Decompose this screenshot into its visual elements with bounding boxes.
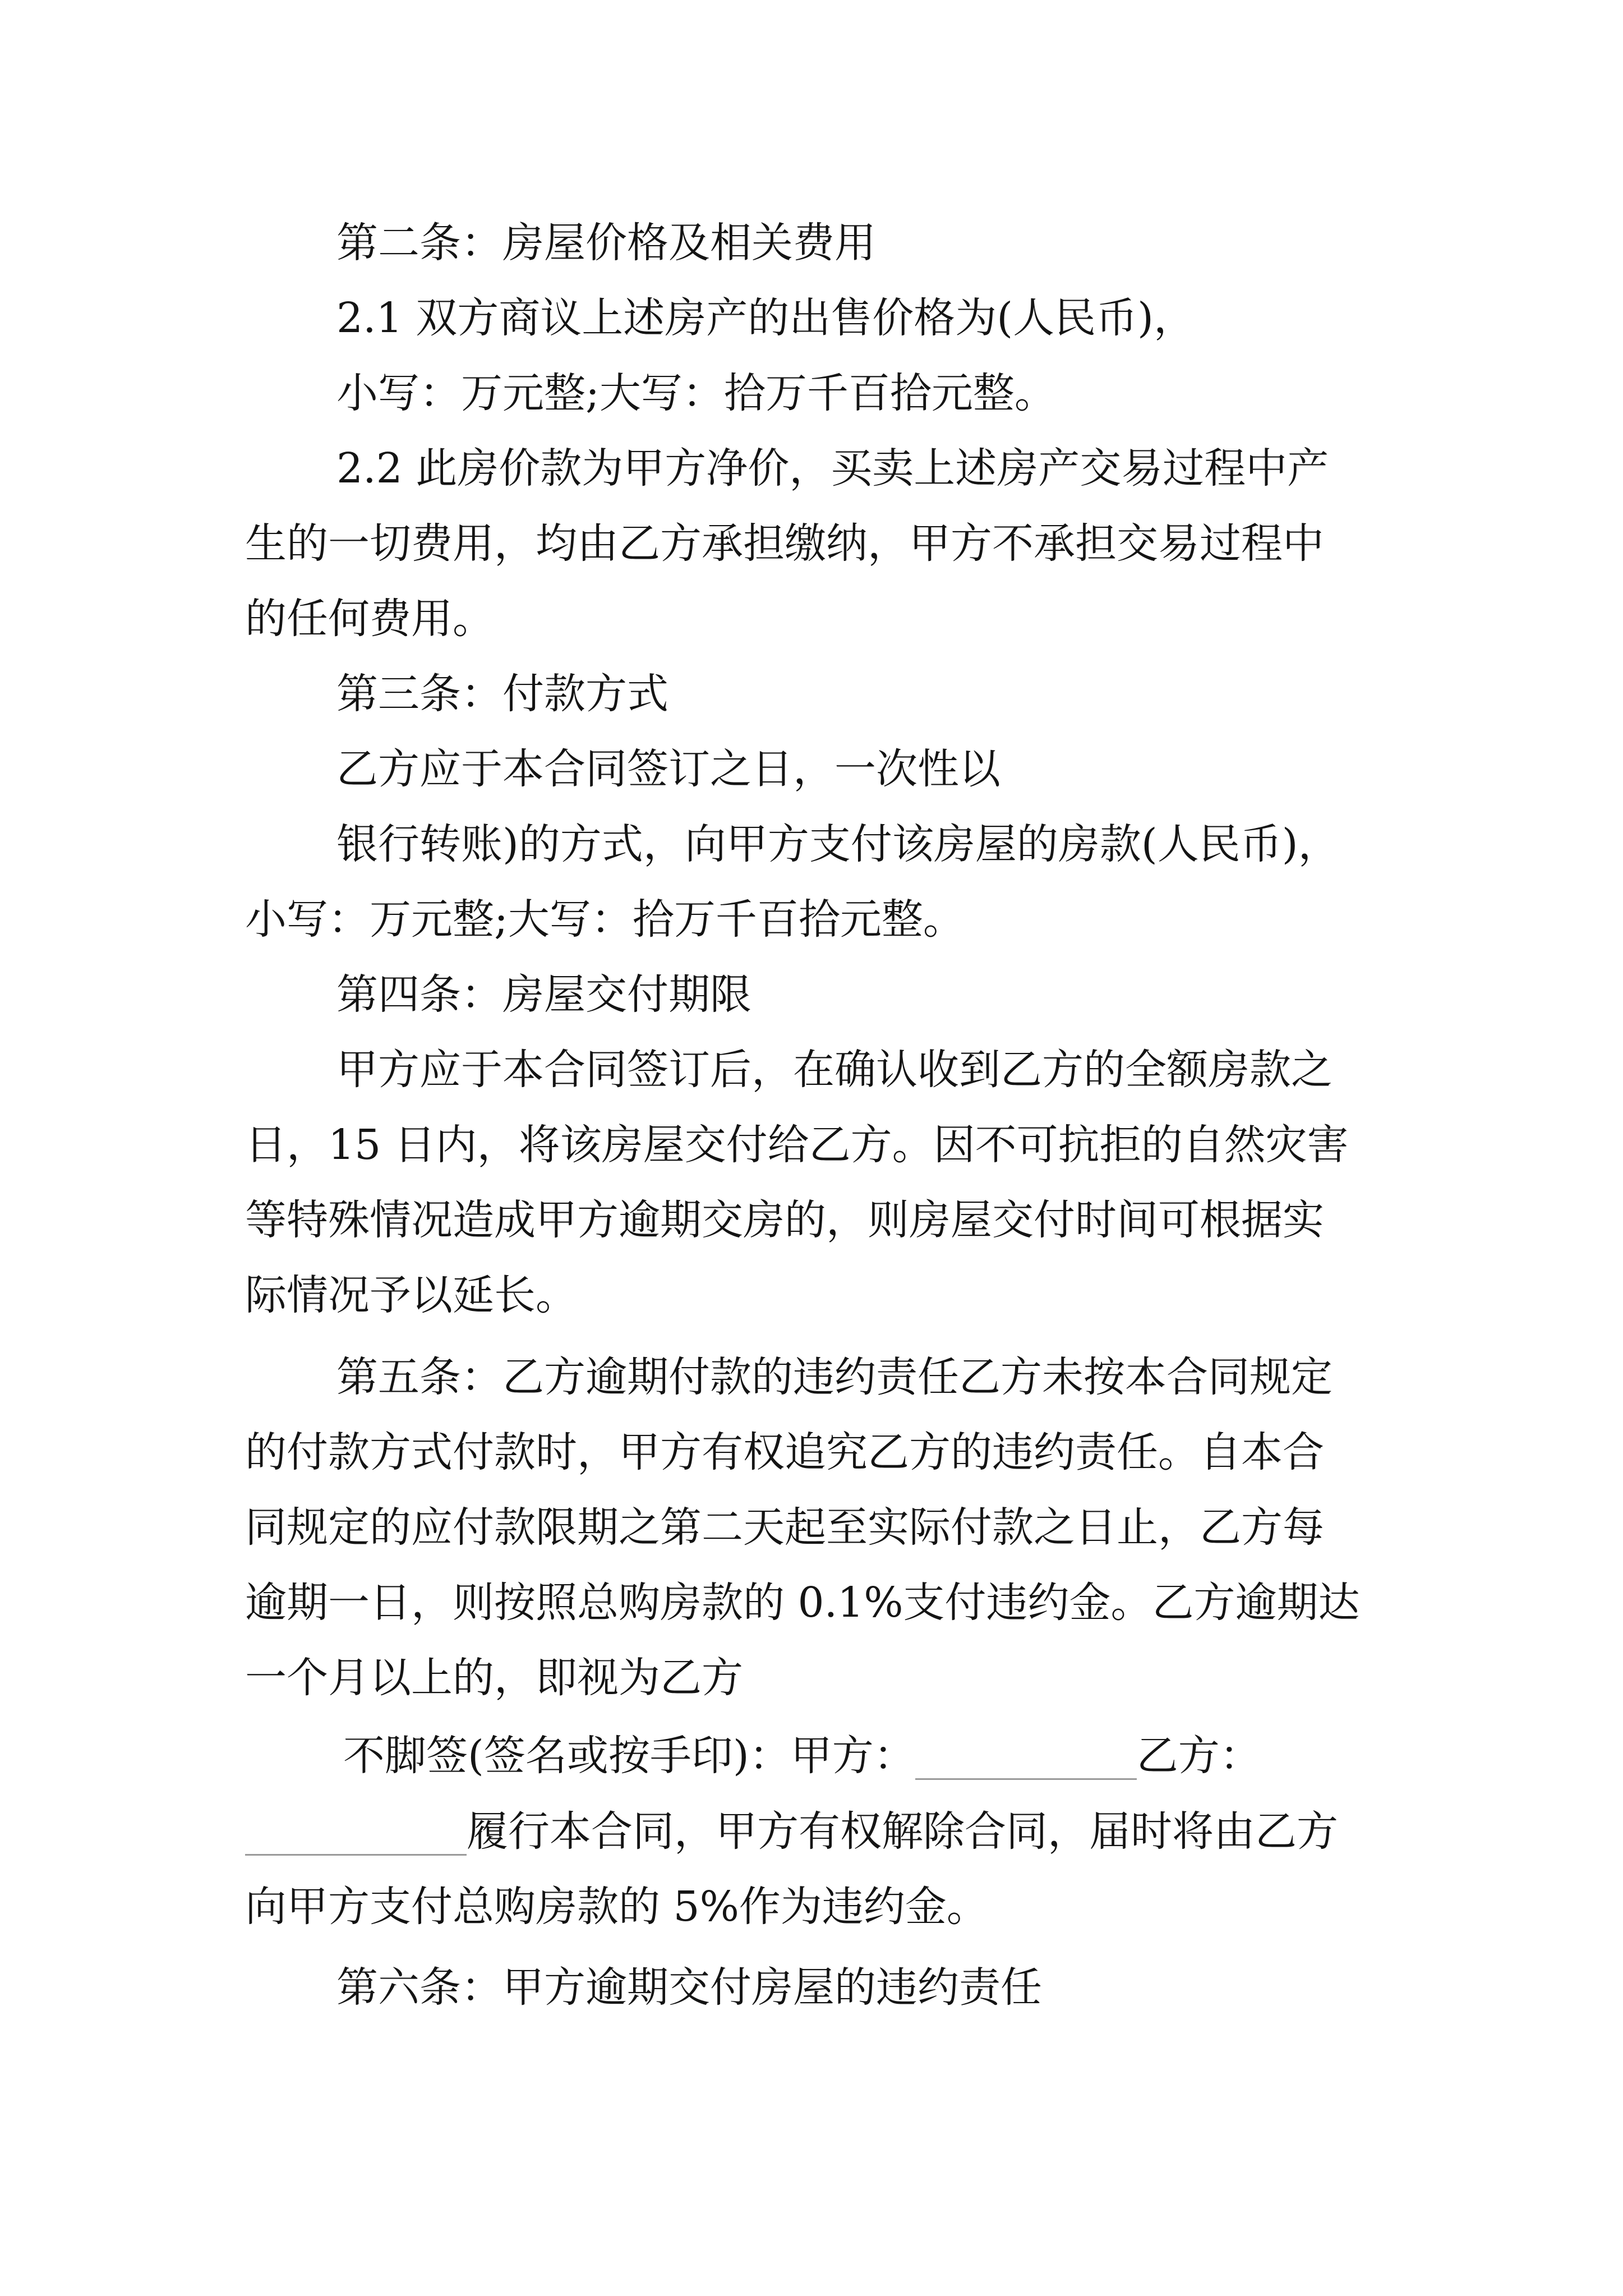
- article-4-text-cont-1: 日，15 日内，将该房屋交付给乙方。因不可抗拒的自然灾害: [245, 1121, 1349, 1169]
- price-amount-line: 小写：万元整;大写：拾万千百拾元整。: [336, 369, 1056, 417]
- article-5-text-2: 同规定的应付款限期之第二天起至实际付款之日止，乙方每: [245, 1503, 1324, 1552]
- clause-2-2-cont-1: 生的一切费用，均由乙方承担缴纳，甲方不承担交易过程中: [245, 519, 1324, 568]
- clause-2-1: 2.1 双方商议上述房产的出售价格为(人民币)，: [336, 294, 1195, 342]
- signature-line: [343, 1725, 1261, 1787]
- continuation-text: 履行本合同，甲方有权解除合同，届时将由乙方: [467, 1807, 1338, 1856]
- penalty-line: 向甲方支付总购房款的 5%作为违约金。: [245, 1883, 988, 1931]
- party-b-blank: [245, 1852, 467, 1856]
- clause-2-2: 2.2 此房价款为甲方净价，买卖上述房产交易过程中产: [336, 444, 1329, 493]
- article-3-heading: 第三条：付款方式: [336, 670, 668, 718]
- article-2-heading: 第二条：房屋价格及相关费用: [336, 219, 876, 267]
- signature-label-party-b: 乙方：: [1136, 1732, 1261, 1780]
- article-5-heading: 第五条：乙方逾期付款的违约责任乙方未按本合同规定: [336, 1353, 1332, 1401]
- article-4-text-cont-2: 等特殊情况造成甲方逾期交房的，则房屋交付时间可根据实: [245, 1196, 1324, 1244]
- article-3-text-cont: 银行转账)的方式，向甲方支付该房屋的房款(人民币)，: [336, 820, 1340, 868]
- article-4-heading: 第四条：房屋交付期限: [336, 970, 751, 1019]
- clause-2-2-cont-2: 的任何费用。: [245, 595, 494, 643]
- article-5-text-3: 逾期一日，则按照总购房款的 0.1%支付违约金。乙方逾期达: [245, 1579, 1360, 1627]
- article-5-text-1: 的付款方式付款时，甲方有权追究乙方的违约责任。自本合: [245, 1428, 1324, 1476]
- party-a-blank: [915, 1776, 1137, 1780]
- article-4-text-cont-3: 际情况予以延长。: [245, 1271, 577, 1319]
- article-6-heading: 第六条：甲方逾期交付房屋的违约责任: [336, 1963, 1042, 2012]
- continuation-line: [245, 1801, 1338, 1862]
- article-4-text: 甲方应于本合同签订后，在确认收到乙方的全额房款之: [336, 1046, 1332, 1094]
- article-3-text: 乙方应于本合同签订之日，一次性以: [336, 745, 1000, 793]
- payment-amount-line: 小写：万元整;大写：拾万千百拾元整。: [245, 895, 965, 944]
- signature-label-party-a: 不脚签(签名或按手印)：甲方：: [343, 1732, 915, 1780]
- article-5-text-4: 一个月以上的，即视为乙方: [245, 1654, 743, 1702]
